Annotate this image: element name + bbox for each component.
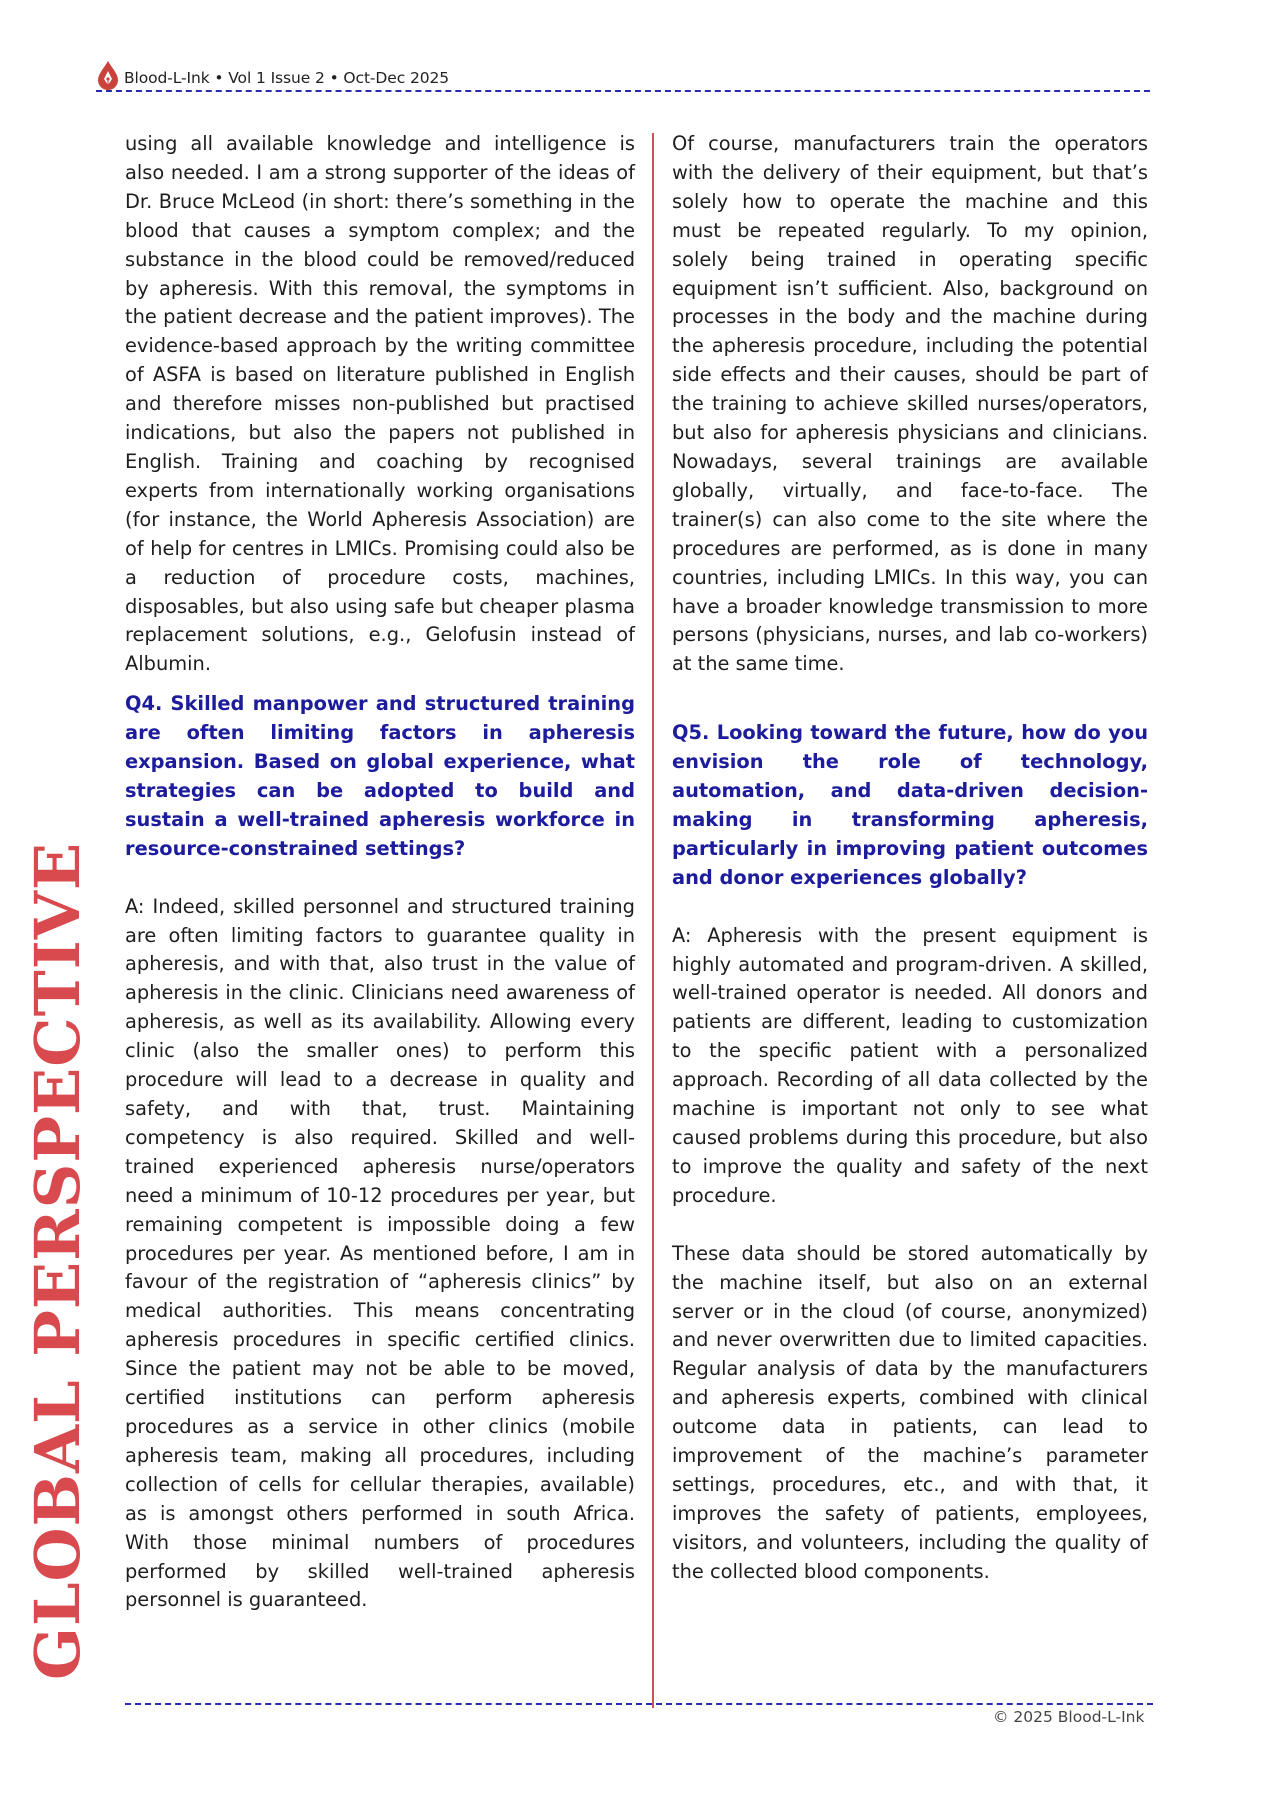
answer-q5: A: Apheresis with the present equipment is highly automated and program-driven. A skilled, well-trained operator is needed. All donors and patients are different, leading to customization to the specific patient with a personalized approach. Recording of all data collected by the machine is important not only to see what caused problems during this procedure, but also to improve the quality and safety of the next procedure. bbox=[672, 923, 1148, 1207]
left-column bbox=[125, 130, 635, 1615]
paragraph-continued: using all available knowledge and intelligence is also needed. I am a strong supporter of the ideas of Dr. Bruce McLeod (in short: there’s something in the blood that causes a symptom complex; and the substance in the blood could be removed/reduced by apheresis. With this removal, the symptoms in the patient decrease and the patient improves). The evidence-based approach by the writing committee of ASFA is based on literature published in English and therefore misses non-published but practised indications, but also the papers not published in English. Training and coaching by recognised experts from internationally working organisations (for instance, the World Apheresis Association) are of help for centres in LMICs. Promising could also be a reduction of procedure costs, machines, disposables, but also using safe but cheaper plasma replacement solutions, e.g., Gelofusin instead of Albumin. bbox=[125, 132, 635, 676]
column-divider bbox=[652, 133, 654, 1708]
copyright-notice: © 2025 Blood-L-Ink bbox=[993, 1708, 1145, 1726]
section-side-label: GLOBAL PERSPECTIVE bbox=[21, 841, 94, 1680]
answer-q4: A: Indeed, skilled personnel and structured training are often limiting factors to guarantee quality in apheresis, and with that, also trust in the value of apheresis in the clinic. Clinicians need awareness of apheresis, as well as its availability. Allowing every clinic (also the smaller ones) to perform this procedure will lead to a decrease in quality and safety, and with that, trust. Maintaining competency is also required. Skilled and well-trained experienced apheresis nurse/operators need a minimum of 10-12 procedures per year, but remaining competent is impossible doing a few procedures per year. As mentioned before, I am in favour of the registration of “apheresis clinics” by medical authorities. This means concentrating apheresis procedures in specific certified clinics. Since the patient may not be able to be moved, certified institutions can perform apheresis procedures as a service in other clinics (mobile apheresis team, making all procedures, including collection of cells for cellular therapies, available) as is amongst others performed in south Africa. With those minimal numbers of procedures performed by skilled well-trained apheresis personnel is guaranteed. bbox=[125, 894, 635, 1612]
footer-divider bbox=[125, 1703, 1153, 1705]
question-q5: Q5. Looking toward the future, how do you envision the role of technology, automation, and data-driven decision-making in transforming apheresis, particularly in improving patient outcomes and donor experiences globally? bbox=[672, 721, 1148, 889]
paragraph-data-storage: These data should be stored automatically by the machine itself, but also on an external server or in the cloud (of course, anonymized) and never overwritten due to limited capacities. Regular analysis of data by the manufacturers and apheresis experts, combined with clinical outcome data in patients, can lead to improvement of the machine’s parameter settings, procedures, etc., and with that, it improves the safety of patients, employees, visitors, and volunteers, including the quality of the collected blood components. bbox=[672, 1241, 1148, 1583]
blood-drop-pen-nib-icon bbox=[96, 60, 120, 90]
paragraph-training: Of course, manufacturers train the operators with the delivery of their equipment, but that’s solely how to operate the machine and this must be repeated regularly. To my opinion, solely being trained in operating specific equipment isn’t sufficient. Also, background on processes in the body and the machine during the apheresis procedure, including the potential side effects and their causes, should be part of the training to achieve skilled nurses/operators, but also for apheresis physicians and clinicians. Nowadays, several trainings are available globally, virtually, and face-to-face. The trainer(s) can also come to the site where the procedures are performed, as is done in many countries, including LMICs. In this way, you can have a broader knowledge transmission to more persons (physicians, nurses, and lab co-workers) at the same time. bbox=[672, 132, 1148, 676]
page-header bbox=[96, 60, 1150, 92]
right-column bbox=[672, 130, 1148, 1587]
question-q4: Q4. Skilled manpower and structured training are often limiting factors in apheresis expansion. Based on global experience, what strategies can be adopted to build and sustain a well-trained apheresis workforce in resource-constrained settings? bbox=[125, 692, 635, 860]
journal-issue-line: Blood-L-Ink • Vol 1 Issue 2 • Oct-Dec 2025 bbox=[124, 69, 449, 87]
